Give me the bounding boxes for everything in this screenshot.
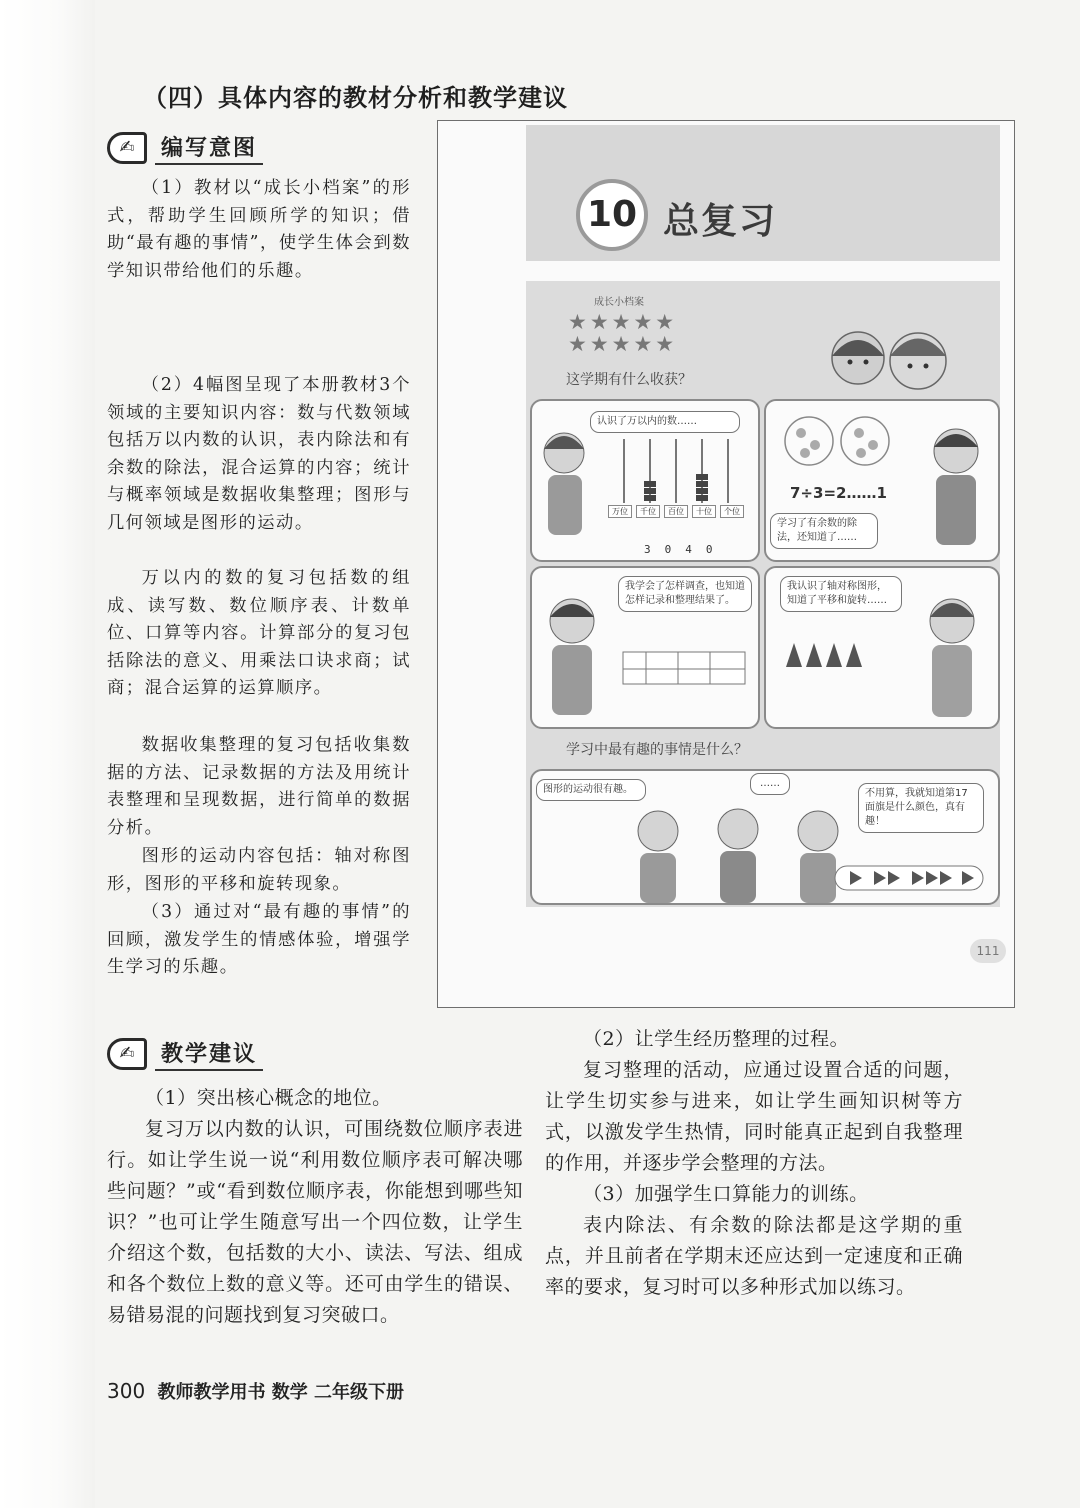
suggestion-left-2: 复习万以内数的认识，可围绕数位顺序表进行。如让学生说一说“利用数位顺序表可解决哪些问题？”或“看到数位顺序表，你能想到哪些知识？”也可让学生随意写出一个四位数，让学生介绍这个数，包括数的大小、读法、写法、组成和各个数位上数的意义等。还可由学生的错误、易错易混的问题找到复习突破口。 [107, 1118, 523, 1326]
children-illustration [818, 316, 968, 401]
heading-label: 教学建议 [155, 1036, 263, 1071]
page-number: 300 [107, 1379, 146, 1403]
file-label: 成长小档案 [594, 297, 644, 308]
tree-row-icon [784, 641, 864, 675]
panel3-speech-bubble: 我学会了怎样调查，也知道怎样记录和整理结果了。 [618, 576, 752, 612]
bottom-right-speech-bubble: 不用算，我就知道第17面旗是什么颜色，真有趣！ [858, 783, 984, 833]
girl-figure [908, 581, 994, 726]
boy-figure [916, 411, 996, 559]
intent-paragraph-3: 万以内的数的复习包括数的组成、读写数、数位顺序表、计数单位、口算等内容。计算部分的复习包括除法的意义、用乘法口诀求商；试商；混合运算的运算顺序。 [107, 568, 411, 699]
heading-writing-intent [107, 130, 263, 165]
chapter-title: 总复习 [663, 201, 778, 242]
place-value-cell: 百位 [664, 505, 688, 518]
heading-label: 编写意图 [155, 130, 263, 165]
place-value-cell: 万位 [608, 505, 632, 518]
question-gains: 这学期有什么收获？ [566, 372, 692, 388]
bottom-left-speech-bubble: 图形的运动很有趣。 [536, 779, 646, 801]
place-digits: 3040 [644, 543, 727, 556]
children-group-illustration [618, 801, 858, 905]
suggestion-right-4: 表内除法、有余数的除法都是这学期的重点，并且前者在学期末还应达到一定速度和正确率的要求，复习时可以多种形式加以练习。 [545, 1214, 963, 1298]
place-value-cell: 千位 [636, 505, 660, 518]
suggestion-left-1: （1）突出核心概念的地位。 [145, 1087, 392, 1109]
intent-paragraph-1: （1）教材以“成长小档案”的形式，帮助学生回顾所学的知识；借助“最有趣的事情”，使学生体会到数学知识带给他们的乐趣。 [107, 178, 411, 281]
intent-paragraph-4: 数据收集整理的复习包括收集数据的方法、记录数据的方法及用统计表整理和呈现数据，进行简单的数据分析。 [107, 735, 411, 838]
heading-teaching-suggestions [107, 1036, 263, 1071]
place-value-cell: 个位 [720, 505, 744, 518]
flowers-in-circles-icon [783, 407, 895, 477]
question-fun-things: 学习中最有趣的事情是什么？ [566, 742, 748, 758]
page-margin [0, 0, 95, 1508]
suggestion-right-2: 复习整理的活动，应通过设置合适的问题，让学生切实参与进来，如让学生画知识树等方式，以激发学生热情，同时能真正起到自我整理的作用，并逐步学会整理的方法。 [545, 1059, 963, 1174]
bottom-mid-speech-bubble: …… [750, 773, 790, 795]
panel1-speech-bubble: 认识了万以内的数…… [590, 411, 740, 433]
place-value-cell: 十位 [692, 505, 716, 518]
suggestion-right-1: （2）让学生经历整理的过程。 [583, 1028, 850, 1050]
textbook-page-number: 111 [970, 939, 1006, 963]
page-footer [107, 1378, 404, 1404]
flag-sequence-icon [834, 865, 984, 891]
intent-paragraph-6: （3）通过对“最有趣的事情”的回顾，激发学生的情感体验，增强学生学习的乐趣。 [107, 902, 411, 978]
writing-hand-icon: ✍ [107, 132, 147, 164]
chapter-number-badge: 10 [576, 179, 648, 251]
panel4-speech-bubble: 我认识了轴对称图形，知道了平移和旋转…… [780, 576, 902, 612]
place-value-row [608, 505, 744, 518]
star-rating-icon: ★★★★★ ★★★★★ [568, 310, 678, 356]
intent-paragraph-5: 图形的运动内容包括：轴对称图形，图形的平移和旋转现象。 [107, 846, 411, 894]
panel2-speech-bubble: 学习了有余数的除法，还知道了…… [770, 513, 878, 549]
suggestion-right-3: （3）加强学生口算能力的训练。 [583, 1183, 869, 1205]
boy-figure [534, 581, 610, 721]
tally-table-icon [622, 651, 746, 685]
book-title: 教师教学用书 数学 二年级下册 [157, 1382, 405, 1403]
intent-paragraph-2: （2）4幅图呈现了本册教材3个领域的主要知识内容：数与代数领域包括万以内数的认识，表内除法和有余数的除法，混合运算的内容；统计与概率领域是数据收集整理；图形与几何领域是图形的运动。 [107, 375, 411, 533]
writing-hand-icon: ✍ [107, 1038, 147, 1070]
girl-figure [534, 421, 594, 559]
division-equation: 7÷3=2……1 [790, 484, 887, 502]
section-title: （四）具体内容的教材分析和教学建议 [143, 84, 568, 112]
textbook-page-figure [437, 120, 1015, 1008]
